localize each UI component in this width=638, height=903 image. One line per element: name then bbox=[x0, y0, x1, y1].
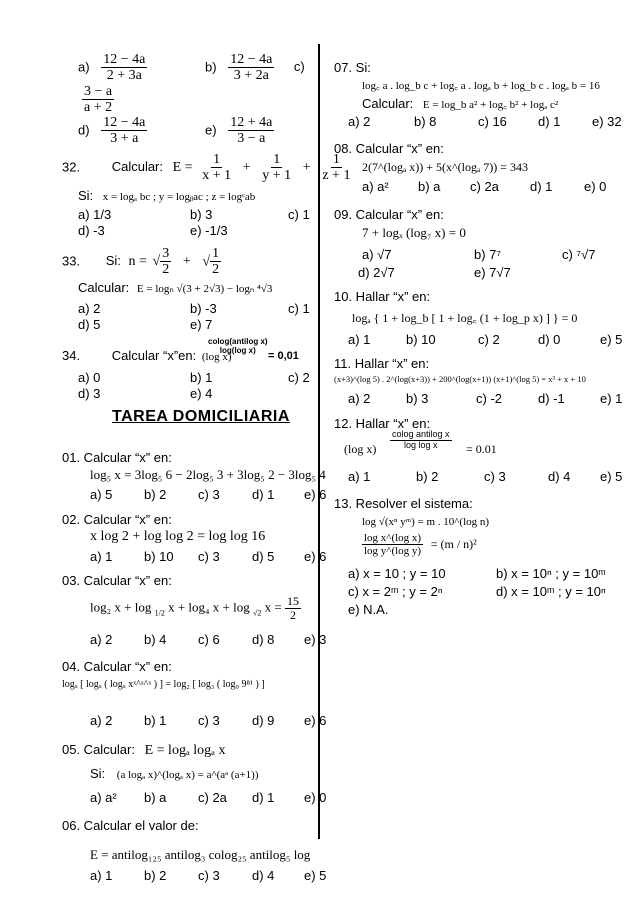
expression: E = log_b a² + log꜀ b² + logₐ c² bbox=[422, 99, 559, 111]
option: a) 0 bbox=[78, 370, 101, 385]
numerator: 15 bbox=[286, 594, 299, 608]
option: b) 1 bbox=[144, 713, 167, 728]
option: a) 1 bbox=[348, 332, 371, 347]
question-06-text: 06. Calcular el valor de: bbox=[62, 818, 199, 833]
option: d) 4 bbox=[252, 868, 275, 883]
option: c) 1 bbox=[288, 207, 310, 222]
option: c) 3 bbox=[198, 713, 220, 728]
option: d) 4 bbox=[548, 469, 571, 484]
option: a) 2 bbox=[90, 713, 113, 728]
option: a) 1 bbox=[348, 469, 371, 484]
fraction bbox=[210, 246, 221, 278]
option: d) 3 bbox=[78, 386, 101, 401]
option: a) a² bbox=[362, 179, 389, 194]
question-05-condition bbox=[90, 766, 259, 781]
option: e) 3 bbox=[304, 632, 327, 647]
option: d) 1 bbox=[530, 179, 553, 194]
base: (log x) bbox=[201, 351, 232, 363]
option: b) 10 bbox=[406, 332, 436, 347]
base: (log x) bbox=[344, 442, 377, 456]
fraction bbox=[200, 152, 233, 184]
numerator: 1 bbox=[273, 152, 281, 167]
option: b) 3 bbox=[406, 391, 429, 406]
option: e) 1 bbox=[600, 391, 623, 406]
base-sqrt2: √2 bbox=[253, 608, 262, 618]
fraction bbox=[160, 246, 171, 278]
option: d) 1 bbox=[538, 114, 561, 129]
option: b) -3 bbox=[190, 301, 217, 316]
fraction bbox=[101, 115, 147, 147]
option: d) 9 bbox=[252, 713, 275, 728]
option: b) 4 bbox=[144, 632, 167, 647]
option: d) 1 bbox=[252, 487, 275, 502]
option: d) 5 bbox=[252, 549, 275, 564]
denominator: y + 1 bbox=[262, 168, 292, 184]
option: d) 0 bbox=[538, 332, 561, 347]
equation-rhs: = (m / n)² bbox=[430, 537, 477, 552]
equation-rhs: = 0.01 bbox=[466, 442, 497, 456]
option: c) 3 bbox=[484, 469, 506, 484]
option: e) 6 bbox=[304, 713, 327, 728]
option: d) -3 bbox=[78, 223, 105, 238]
fraction bbox=[228, 52, 274, 84]
plus-sign: + bbox=[302, 160, 311, 176]
plus-sign: + bbox=[242, 160, 251, 176]
question-01-equation: log₅ x = 3log₅ 6 − 2log₅ 3 + 3log₅ 2 − 3log₅ 4 bbox=[90, 467, 326, 482]
option: c) 3 bbox=[198, 549, 220, 564]
equation-rhs: = 0,01 bbox=[268, 350, 299, 362]
option: b) a bbox=[418, 179, 441, 194]
section-title: TAREA DOMICILIARIA bbox=[112, 408, 290, 425]
eq-part: x + log₄ x + log bbox=[168, 599, 250, 615]
fraction bbox=[285, 595, 301, 622]
question-08-equation: 2(7^(logₐ x)) + 5(x^(logₐ 7)) = 343 bbox=[362, 160, 528, 174]
fraction bbox=[260, 152, 293, 184]
question-34-exponent bbox=[206, 338, 270, 356]
option: b) 1 bbox=[190, 370, 213, 385]
question-13-equation-1: log √(xⁿ yᵐ) = m . 10^(log n) bbox=[362, 516, 490, 528]
option: b) 10 bbox=[144, 549, 174, 564]
numerator: colog antilog x bbox=[392, 429, 450, 439]
option-label: e) bbox=[205, 122, 217, 138]
option: b) 7⁷ bbox=[474, 247, 502, 262]
condition: (a logₐ x)^(logₐ x) = a^(aᵃ (a+1)) bbox=[116, 769, 259, 781]
question-01-text: 01. Calcular “x” en: bbox=[62, 450, 172, 465]
question-07-text: 07. Si: bbox=[334, 60, 371, 75]
option: e) N.A. bbox=[348, 602, 389, 617]
denominator: log log x bbox=[404, 439, 438, 450]
numerator: 12 − 4a bbox=[103, 115, 146, 130]
option: e) 7 bbox=[190, 317, 213, 332]
denominator: 2 bbox=[212, 262, 220, 278]
option: a) 5 bbox=[90, 487, 113, 502]
option: d) 5 bbox=[78, 317, 101, 332]
denominator: 2 + 3a bbox=[106, 68, 142, 84]
question-12-exponent bbox=[390, 430, 452, 451]
question-13-equation-2 bbox=[362, 532, 477, 557]
option: b) 8 bbox=[414, 114, 437, 129]
question-number: 33. bbox=[62, 253, 81, 269]
question-number: 34. bbox=[62, 348, 81, 363]
option: b) 2 bbox=[144, 868, 167, 883]
denominator: x + 1 bbox=[202, 168, 232, 184]
option: c) ⁷√7 bbox=[562, 247, 596, 262]
option: a) 2 bbox=[348, 114, 371, 129]
question-09-equation: 7 + logₓ (log₇ x) = 0 bbox=[362, 225, 466, 240]
equation-lhs: n = bbox=[128, 254, 147, 270]
eq-part: log₂ x + log bbox=[90, 599, 152, 615]
option: a) x = 10 ; y = 10 bbox=[348, 566, 446, 581]
option: c) 2 bbox=[288, 370, 310, 385]
fraction bbox=[206, 338, 270, 356]
question-33 bbox=[62, 246, 221, 278]
option: b) 3 bbox=[190, 207, 213, 222]
question-04-text: 04. Calcular “x” en: bbox=[62, 659, 172, 674]
question-08-text: 08. Calcular “x” en: bbox=[334, 141, 444, 156]
numerator: 1 bbox=[213, 152, 221, 167]
option: a) 2 bbox=[90, 632, 113, 647]
option: d) 8 bbox=[252, 632, 275, 647]
numerator: 12 − 4a bbox=[230, 52, 273, 67]
question-number: 32. bbox=[62, 159, 81, 175]
si-label: Si: bbox=[105, 253, 121, 269]
denominator: a + 2 bbox=[84, 100, 113, 116]
numerator: 3 bbox=[162, 246, 170, 261]
option: c) 2a bbox=[470, 179, 499, 194]
option: c) x = 2ᵐ ; y = 2ⁿ bbox=[348, 584, 443, 599]
numerator: log x^(log x) bbox=[364, 532, 422, 544]
option-b bbox=[205, 52, 305, 84]
question-03-text: 03. Calcular “x” en: bbox=[62, 573, 172, 588]
option: b) 2 bbox=[416, 469, 439, 484]
si-label: Si: bbox=[78, 188, 94, 203]
question-05-text: 05. Calcular: bbox=[62, 742, 135, 757]
option: d) 2√7 bbox=[358, 265, 395, 280]
option-label: c) bbox=[293, 59, 305, 75]
question-10-equation: logₐ { 1 + log_b [ 1 + log꜀ (1 + log_p x) ] } = 0 bbox=[352, 311, 578, 325]
option-c bbox=[82, 84, 114, 116]
fraction bbox=[228, 115, 274, 147]
option-label: a) bbox=[78, 59, 90, 75]
question-03-equation bbox=[90, 595, 301, 622]
question-02-equation: x log 2 + log log 2 = log log 16 bbox=[90, 529, 266, 544]
option: a) √7 bbox=[362, 247, 392, 262]
question-13-text: 13. Resolver el sistema: bbox=[334, 496, 473, 511]
denominator: 3 + 2a bbox=[233, 68, 269, 84]
option: e) 5 bbox=[304, 868, 327, 883]
option: e) 5 bbox=[600, 332, 623, 347]
fraction bbox=[101, 52, 147, 84]
numerator: 1 bbox=[332, 152, 340, 167]
plus-sign: + bbox=[182, 254, 191, 270]
question-12-text: 12. Hallar “x” en: bbox=[334, 416, 431, 431]
option: c) 6 bbox=[198, 632, 220, 647]
numerator: 12 − 4a bbox=[103, 52, 146, 67]
option: b) x = 10ⁿ ; y = 10ᵐ bbox=[496, 566, 606, 581]
question-02-text: 02. Calcular “x” en: bbox=[62, 512, 172, 527]
equation-lhs: E = bbox=[172, 160, 193, 176]
option: e) 7√7 bbox=[474, 265, 511, 280]
denominator: z + 1 bbox=[322, 168, 351, 184]
option: e) 6 bbox=[304, 549, 327, 564]
fraction bbox=[82, 84, 114, 116]
option: c) 2 bbox=[478, 332, 500, 347]
option: c) 3 bbox=[198, 487, 220, 502]
question-09-text: 09. Calcular “x” en: bbox=[334, 207, 444, 222]
option: e) 0 bbox=[304, 790, 327, 805]
option: e) 32 bbox=[592, 114, 622, 129]
fraction bbox=[362, 532, 423, 557]
question-32-condition bbox=[78, 188, 255, 203]
option: e) 4 bbox=[190, 386, 213, 401]
denominator: 3 − a bbox=[237, 131, 266, 147]
question-text: Calcular “x”en: bbox=[111, 348, 197, 363]
option: a) a² bbox=[90, 790, 117, 805]
calc-label: Calcular: bbox=[362, 96, 414, 111]
numerator: 3 − a bbox=[84, 84, 113, 99]
denominator: 2 bbox=[289, 608, 296, 623]
numerator: 1 bbox=[212, 246, 220, 261]
question-10-text: 10. Hallar “x” en: bbox=[334, 289, 431, 304]
option: c) -2 bbox=[476, 391, 502, 406]
option: d) 1 bbox=[252, 790, 275, 805]
question-32 bbox=[62, 152, 352, 184]
option-a bbox=[78, 52, 147, 84]
option: a) 1 bbox=[90, 868, 113, 883]
option-e bbox=[205, 115, 274, 147]
option: d) x = 10ᵐ ; y = 10ⁿ bbox=[496, 584, 606, 599]
calc-label: Calcular: bbox=[78, 280, 130, 295]
sqrt-icon: √ bbox=[202, 254, 211, 270]
denominator: 3 + a bbox=[110, 131, 139, 147]
option: c) 16 bbox=[478, 114, 507, 129]
sqrt-icon: √ bbox=[152, 254, 161, 270]
eq-part: x = bbox=[264, 599, 282, 615]
option-label: d) bbox=[78, 122, 90, 138]
option: c) 2a bbox=[198, 790, 227, 805]
option: a) 1 bbox=[90, 549, 113, 564]
question-11-text: 11. Hallar “x” en: bbox=[334, 356, 430, 371]
option: d) -1 bbox=[538, 391, 565, 406]
option: e) 5 bbox=[600, 469, 623, 484]
denominator: log y^(log y) bbox=[364, 545, 422, 558]
question-05-equation: E = logₐ logₐ x bbox=[144, 743, 226, 758]
option: a) 2 bbox=[78, 301, 101, 316]
condition: x = logₐ bc ; y = logᵦac ; z = logᶜab bbox=[102, 191, 256, 203]
fraction bbox=[320, 152, 352, 184]
question-07-equation: log꜀ a . log_b c + log꜀ a . logₐ b + log_b c . logₐ b = 16 bbox=[362, 80, 600, 92]
option-d bbox=[78, 115, 147, 147]
base-half: 1/2 bbox=[154, 608, 165, 618]
denominator: 2 bbox=[162, 262, 170, 278]
numerator: 12 + 4a bbox=[230, 115, 273, 130]
option: e) -1/3 bbox=[190, 223, 228, 238]
option: c) 1 bbox=[288, 301, 310, 316]
option: a) 2 bbox=[348, 391, 371, 406]
option: e) 6 bbox=[304, 487, 327, 502]
fraction bbox=[390, 430, 452, 451]
question-06-equation: E = antilog₁₂₅ antilog₃ colog₂₅ antilog₅ log bbox=[90, 847, 311, 862]
option: a) 1/3 bbox=[78, 207, 112, 222]
question-11-equation: (x+3)^(log 5) . 2^(log(x+3)) + 200^(log(x+1)) (x+1)^(log 5) = x³ + x + 10 bbox=[334, 374, 586, 384]
denominator: log(log x) bbox=[219, 345, 256, 355]
question-05 bbox=[62, 742, 226, 759]
expression: E = logₙ √(3 + 2√3) − logₙ ⁴√3 bbox=[136, 283, 273, 295]
si-label: Si: bbox=[90, 766, 106, 781]
question-07-calc bbox=[362, 96, 558, 112]
option-label: b) bbox=[205, 59, 217, 75]
option: b) a bbox=[144, 790, 167, 805]
option: c) 3 bbox=[198, 868, 220, 883]
question-33-expr bbox=[78, 280, 272, 295]
question-04-equation: logₓ [ logₓ ( logₓ xˣ^ˣ^ˣ ) ] = log₂ [ log₃ ( log₉ 9⁸¹ ) ] bbox=[62, 679, 265, 690]
numerator: colog(antilog x) bbox=[208, 337, 268, 346]
option: b) 2 bbox=[144, 487, 167, 502]
question-text: Calcular: bbox=[111, 159, 163, 175]
option: e) 0 bbox=[584, 179, 607, 194]
